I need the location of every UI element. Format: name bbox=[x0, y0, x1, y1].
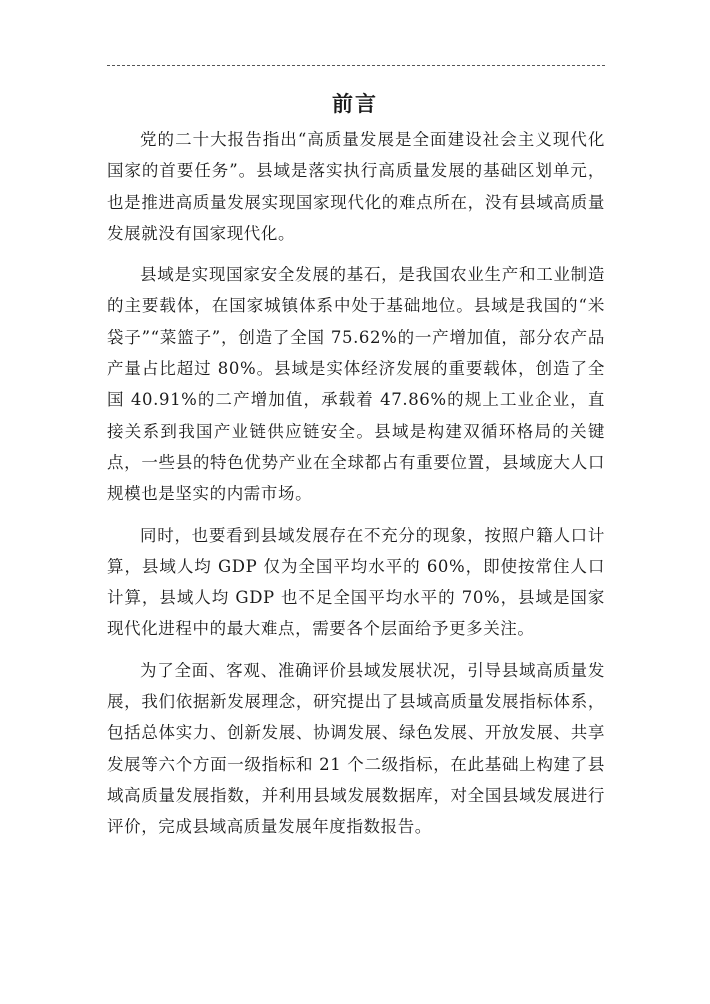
page-title: 前言 bbox=[332, 91, 378, 116]
paragraph-1: 党的二十大报告指出“高质量发展是全面建设社会主义现代化国家的首要任务”。县域是落实执行高质量发展的基础区划单元，也是推进高质量发展实现国家现代化的难点所在，没有县域高质量发展就没有国家现代化。 bbox=[107, 130, 605, 243]
body-text bbox=[107, 124, 605, 843]
paragraph-2: 县域是实现国家安全发展的基石，是我国农业生产和工业制造的主要载体，在国家城镇体系中处于基础地位。县域是我国的“米袋子”“菜篮子”，创造了全国 75.62%的一产增加值，部分农产品产量占比超过 80%。县域是实体经济发展的重要载体，创造了全国 40.91%的二产增加值，承载着 47.86%的规上工业企业，直接关系到我国产业链供应链安全。县域是构建双循环格局的关键点，一些县的特色优势产业在全球都占有重要位置，县域庞大人口规模也是坚实的内需市场。 bbox=[107, 265, 605, 504]
header-dashed-rule bbox=[107, 65, 605, 66]
paragraph-3: 同时，也要看到县域发展存在不充分的现象，按照户籍人口计算，县域人均 GDP 仅为全国平均水平的 60%，即使按常住人口计算，县域人均 GDP 也不足全国平均水平的 70%，县域是国家现代化进程中的最大难点，需要各个层面给予更多关注。 bbox=[107, 525, 605, 639]
paragraph-4: 为了全面、客观、准确评价县域发展状况，引导县域高质量发展，我们依据新发展理念，研究提出了县域高质量发展指标体系，包括总体实力、创新发展、协调发展、绿色发展、开放发展、共享发展等六个方面一级指标和 21 个二级指标，在此基础上构建了县域高质量发展指数，并利用县域发展数据库，对全国县域发展进行评价，完成县域高质量发展年度指数报告。 bbox=[107, 660, 605, 837]
